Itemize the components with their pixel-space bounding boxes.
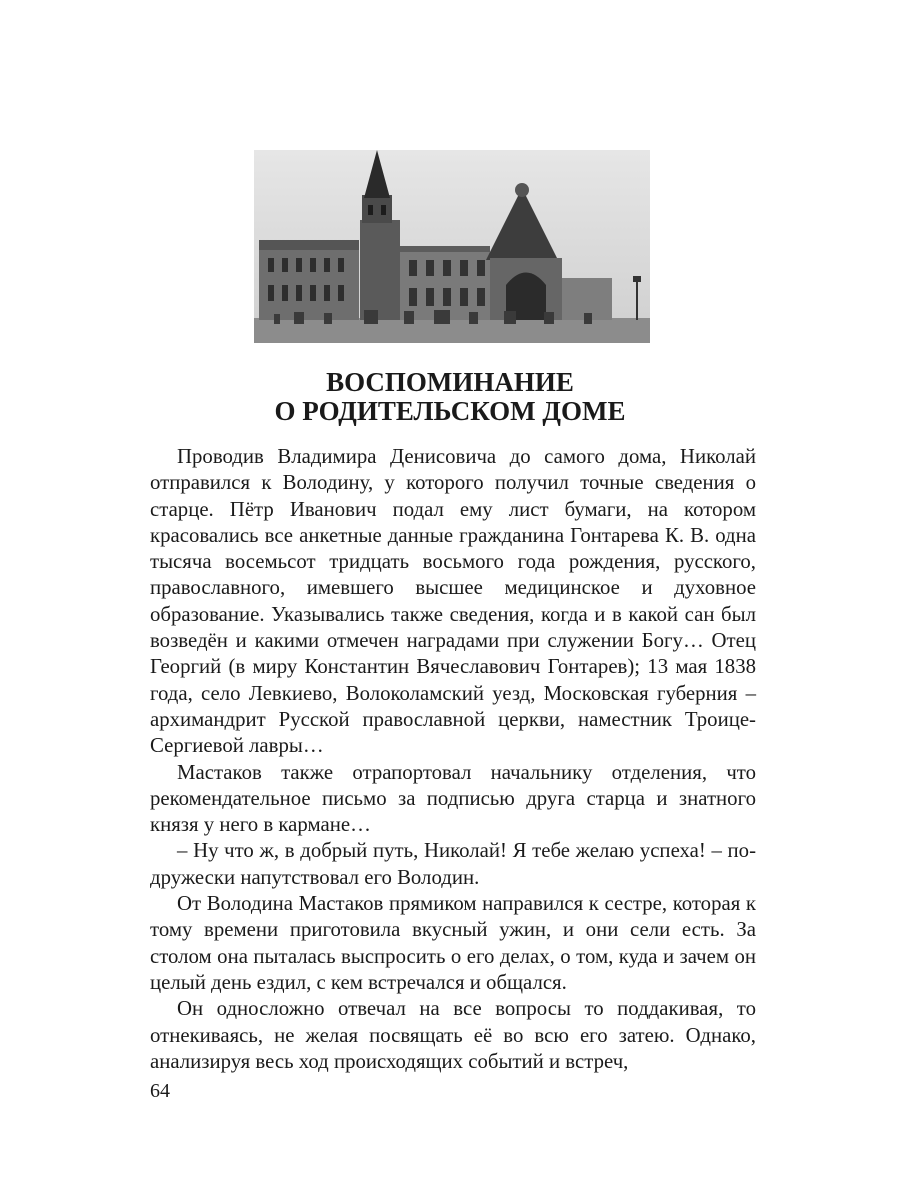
page-number: 64 (150, 1080, 170, 1102)
chapter-body (150, 444, 756, 1075)
paragraph: – Ну что ж, в добрый путь, Николай! Я тебе желаю успеха! – по-дружески напутствовал его Володин. (150, 839, 756, 889)
railway-station-photo (254, 150, 650, 343)
chapter-title (150, 368, 750, 426)
chapter-title-line-2: О РОДИТЕЛЬСКОМ ДОМЕ (274, 396, 626, 426)
paragraph: От Володина Мастаков прямиком направился к сестре, которая к тому времени приготовила вкусный ужин, и они сели есть. За столом она пыталась выспросить о его делах, о том, куда и зачем он целый день ездил, с кем встречался и общался. (150, 892, 756, 994)
chapter-title-line-1: ВОСПОМИНАНИЕ (326, 367, 574, 397)
station-illustration (254, 150, 650, 343)
paragraph: Проводив Владимира Денисовича до самого дома, Николай отправился к Володину, у которого получил точные сведения о старце. Пётр Иванович подал ему лист бумаги, на котором красовались все анкетные данные гражданина Гонтарева К. В. одна тысяча восемьсот тридцать восьмого года рождения, русского, православного, имевшего высшее медицинское и духовное образование. Указывались также сведения, когда и в какой сан был возведён и какими отмечен наградами при служении Богу… Отец Георгий (в миру Константин Вячеславович Гонтарев); 13 мая 1838 года, село Левкиево, Волоколамский уезд, Московская губерния – архимандрит Русской православной церкви, наместник Троице-Сергиевой лавры… (150, 445, 756, 758)
paragraph: Он односложно отвечал на все вопросы то поддакивая, то отнекиваясь, не желая посвящать её во всю его затею. Однако, анализируя весь ход происходящих событий и встреч, (150, 997, 756, 1073)
paragraph: Мастаков также отрапортовал начальнику отделения, что рекомендательное письмо за подписью друга старца и знатного князя у него в кармане… (150, 760, 756, 837)
